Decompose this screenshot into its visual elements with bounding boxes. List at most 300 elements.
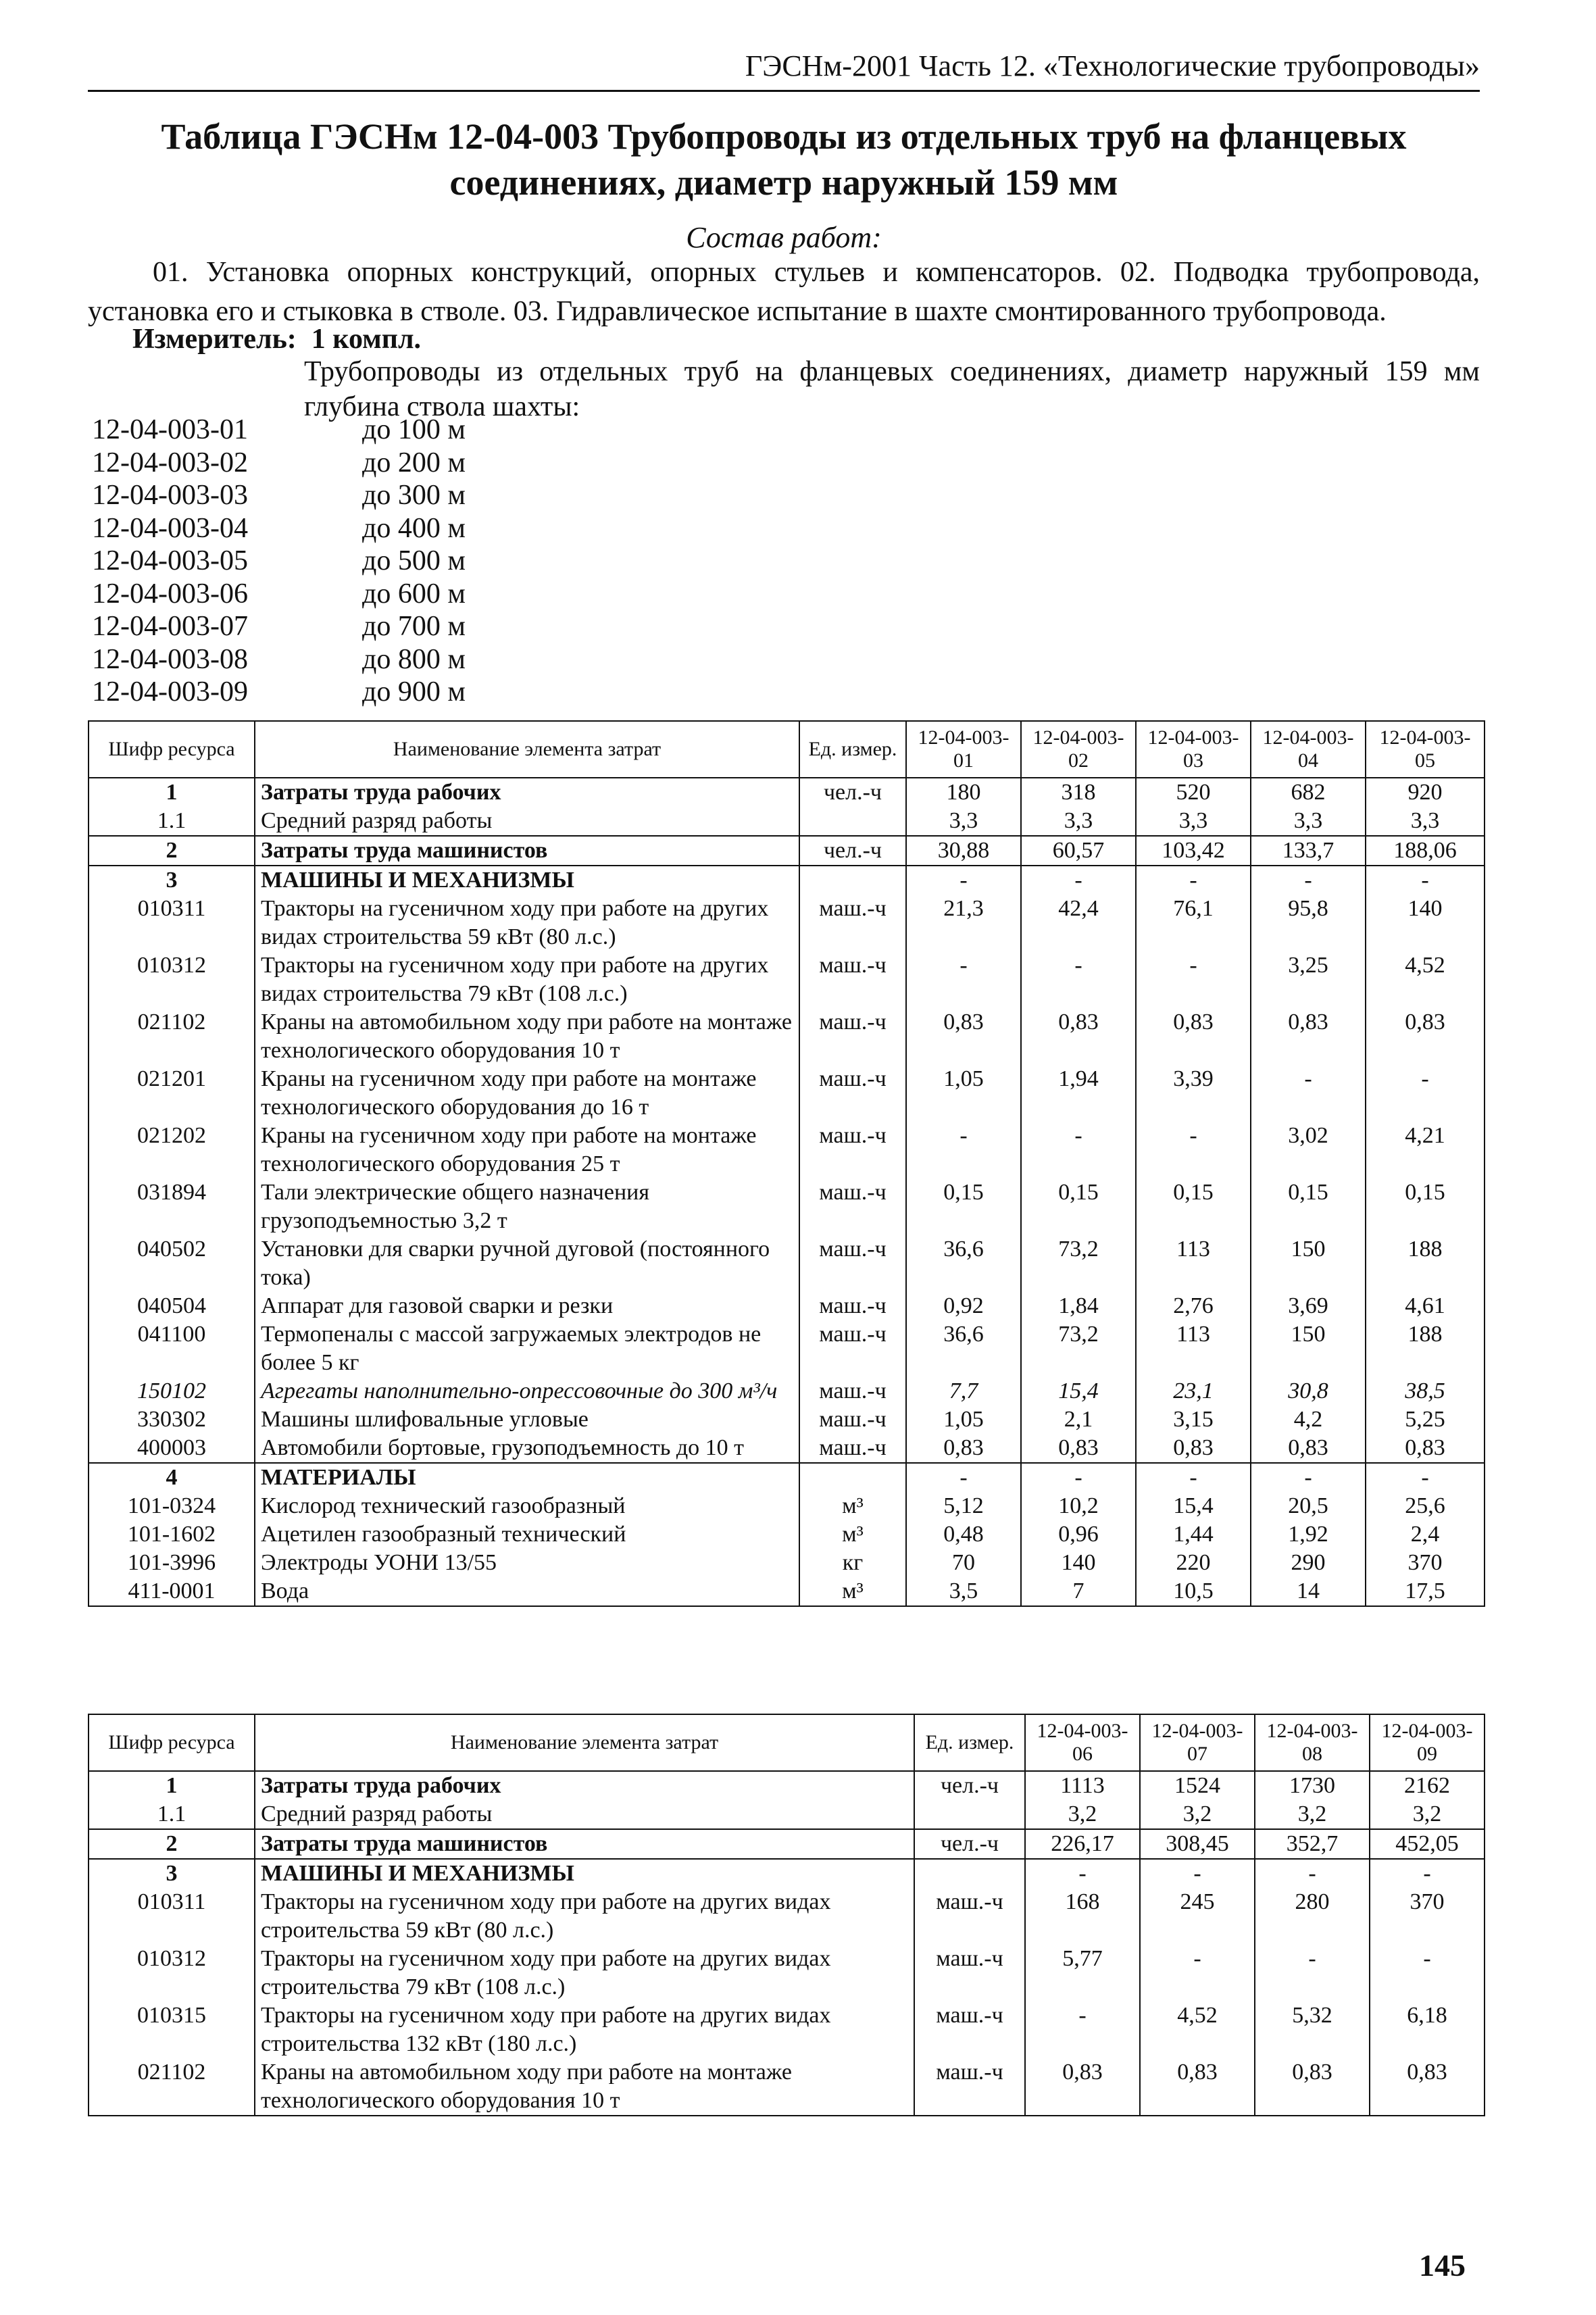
resource-value: 2,1 bbox=[1021, 1405, 1136, 1434]
resource-value: 0,15 bbox=[1251, 1178, 1366, 1235]
composition-label: Состав работ: bbox=[686, 221, 882, 254]
resource-value: - bbox=[906, 951, 1021, 1008]
resource-value: 5,32 bbox=[1255, 2001, 1370, 2058]
norm-code: 12-04-003-03 bbox=[92, 480, 248, 511]
resource-name: Ацетилен газообразный технический bbox=[255, 1520, 799, 1549]
resource-code: 1.1 bbox=[89, 807, 255, 836]
resource-value: 0,83 bbox=[906, 1008, 1021, 1065]
table-row bbox=[89, 2001, 1485, 2058]
resource-value: 20,5 bbox=[1251, 1492, 1366, 1520]
shaft-depth: до 400 м bbox=[362, 512, 466, 544]
resource-value: 1,94 bbox=[1021, 1065, 1136, 1122]
resource-value: 10,5 bbox=[1136, 1577, 1251, 1606]
resource-value: 0,83 bbox=[1255, 2058, 1370, 2116]
resource-code: 010315 bbox=[89, 2001, 255, 2058]
resource-value: 1524 bbox=[1140, 1771, 1255, 1800]
resource-code: 101-0324 bbox=[89, 1492, 255, 1520]
resource-code: 010311 bbox=[89, 895, 255, 951]
table-row bbox=[89, 1945, 1485, 2001]
table-row bbox=[89, 1577, 1485, 1606]
norm-code: 12-04-003-01 bbox=[92, 414, 248, 445]
resource-value: 3,3 bbox=[1366, 807, 1485, 836]
resource-unit: м³ bbox=[799, 1577, 906, 1606]
resource-unit: маш.-ч bbox=[799, 895, 906, 951]
norm-code-row bbox=[92, 643, 565, 676]
resource-value: - bbox=[1140, 1945, 1255, 2001]
resource-value: 370 bbox=[1366, 1549, 1485, 1577]
resource-unit: маш.-ч bbox=[799, 1122, 906, 1178]
resource-code: 101-3996 bbox=[89, 1549, 255, 1577]
resource-unit: маш.-ч bbox=[799, 1178, 906, 1235]
resource-value: 180 bbox=[906, 778, 1021, 807]
table-row bbox=[89, 1800, 1485, 1829]
resource-code: 021102 bbox=[89, 1008, 255, 1065]
resource-value: 0,83 bbox=[1140, 2058, 1255, 2116]
resource-value: 0,83 bbox=[1366, 1434, 1485, 1463]
resource-name: Затраты труда машинистов bbox=[255, 836, 799, 866]
resource-value: 7,7 bbox=[906, 1377, 1021, 1405]
resource-code: 021102 bbox=[89, 2058, 255, 2116]
resource-value: 290 bbox=[1251, 1549, 1366, 1577]
resource-unit bbox=[799, 866, 906, 895]
resource-table-1 bbox=[88, 720, 1485, 1607]
resource-value: - bbox=[1255, 1945, 1370, 2001]
norm-code-row bbox=[92, 610, 565, 643]
resource-unit: м³ bbox=[799, 1520, 906, 1549]
resource-unit: маш.-ч bbox=[799, 1065, 906, 1122]
table-row bbox=[89, 1377, 1485, 1405]
resource-value: 0,83 bbox=[1136, 1434, 1251, 1463]
resource-unit: кг bbox=[799, 1549, 906, 1577]
resource-value: 0,83 bbox=[1370, 2058, 1485, 2116]
resource-value: 60,57 bbox=[1021, 836, 1136, 866]
table-row bbox=[89, 895, 1485, 951]
table-row bbox=[89, 807, 1485, 836]
resource-value: 0,96 bbox=[1021, 1520, 1136, 1549]
norm-code-row bbox=[92, 447, 565, 480]
resource-code: 021202 bbox=[89, 1122, 255, 1178]
column-header: Наименование элемента затрат bbox=[255, 721, 799, 778]
resource-value: 2,76 bbox=[1136, 1292, 1251, 1320]
table-row bbox=[89, 866, 1485, 895]
resource-value: - bbox=[1251, 1463, 1366, 1492]
table-row bbox=[89, 1434, 1485, 1463]
column-header: 12-04-003-03 bbox=[1136, 721, 1251, 778]
table-row bbox=[89, 1771, 1485, 1800]
resource-name: Автомобили бортовые, грузоподъемность до 10 т bbox=[255, 1434, 799, 1463]
resource-value: 318 bbox=[1021, 778, 1136, 807]
resource-code: 1.1 bbox=[89, 1800, 255, 1829]
shaft-depth: до 300 м bbox=[362, 480, 466, 511]
resource-value: 73,2 bbox=[1021, 1235, 1136, 1292]
resource-value: 70 bbox=[906, 1549, 1021, 1577]
resource-name: Средний разряд работы bbox=[255, 1800, 914, 1829]
resource-code: 101-1602 bbox=[89, 1520, 255, 1549]
resource-value: 0,15 bbox=[906, 1178, 1021, 1235]
resource-value: - bbox=[1370, 1859, 1485, 1888]
resource-value: 3,69 bbox=[1251, 1292, 1366, 1320]
resource-code: 010312 bbox=[89, 951, 255, 1008]
resource-value: - bbox=[1366, 866, 1485, 895]
resource-value: 352,7 bbox=[1255, 1829, 1370, 1859]
resource-name: Средний разряд работы bbox=[255, 807, 799, 836]
resource-value: 36,6 bbox=[906, 1320, 1021, 1377]
resource-name: Тракторы на гусеничном ходу при работе на других видах строительства 59 кВт (80 л.с.) bbox=[255, 1888, 914, 1945]
norm-code: 12-04-003-05 bbox=[92, 545, 248, 576]
resource-value: - bbox=[1021, 951, 1136, 1008]
resource-value: 140 bbox=[1021, 1549, 1136, 1577]
resource-name: Аппарат для газовой сварки и резки bbox=[255, 1292, 799, 1320]
shaft-depth: до 700 м bbox=[362, 611, 466, 642]
resource-value: 520 bbox=[1136, 778, 1251, 807]
resource-value: 38,5 bbox=[1366, 1377, 1485, 1405]
resource-value: 30,8 bbox=[1251, 1377, 1366, 1405]
table-row bbox=[89, 1292, 1485, 1320]
shaft-depth: до 500 м bbox=[362, 545, 466, 576]
resource-value: 245 bbox=[1140, 1888, 1255, 1945]
resource-value: 73,2 bbox=[1021, 1320, 1136, 1377]
resource-value: 682 bbox=[1251, 778, 1366, 807]
resource-code: 010311 bbox=[89, 1888, 255, 1945]
resource-value: 920 bbox=[1366, 778, 1485, 807]
resource-unit: маш.-ч bbox=[799, 951, 906, 1008]
resource-value: 452,05 bbox=[1370, 1829, 1485, 1859]
resource-value: 4,61 bbox=[1366, 1292, 1485, 1320]
resource-value: - bbox=[1136, 866, 1251, 895]
resource-name: Электроды УОНИ 13/55 bbox=[255, 1549, 799, 1577]
resource-value: 0,83 bbox=[1025, 2058, 1140, 2116]
resource-value: 76,1 bbox=[1136, 895, 1251, 951]
resource-unit bbox=[914, 1859, 1025, 1888]
resource-name: Краны на автомобильном ходу при работе на монтаже технологического оборудования 10 т bbox=[255, 1008, 799, 1065]
resource-value: 150 bbox=[1251, 1235, 1366, 1292]
norm-code-row bbox=[92, 545, 565, 578]
resource-name: Термопеналы с массой загружаемых электродов не более 5 кг bbox=[255, 1320, 799, 1377]
resource-value: 15,4 bbox=[1136, 1492, 1251, 1520]
resource-value: 2162 bbox=[1370, 1771, 1485, 1800]
resource-value: 1730 bbox=[1255, 1771, 1370, 1800]
resource-value: - bbox=[1366, 1463, 1485, 1492]
resource-value: - bbox=[906, 1463, 1021, 1492]
resource-value: 0,15 bbox=[1136, 1178, 1251, 1235]
resource-value: 188 bbox=[1366, 1235, 1485, 1292]
resource-value: - bbox=[1021, 1122, 1136, 1178]
resource-value: 370 bbox=[1370, 1888, 1485, 1945]
meter-line bbox=[132, 323, 421, 355]
resource-value: 3,02 bbox=[1251, 1122, 1366, 1178]
table-row bbox=[89, 1320, 1485, 1377]
resource-value: 133,7 bbox=[1251, 836, 1366, 866]
resource-value: 188,06 bbox=[1366, 836, 1485, 866]
resource-code: 041100 bbox=[89, 1320, 255, 1377]
norm-code-row bbox=[92, 578, 565, 611]
resource-name: Машины шлифовальные угловые bbox=[255, 1405, 799, 1434]
resource-value: - bbox=[1251, 1065, 1366, 1122]
column-header: 12-04-003-02 bbox=[1021, 721, 1136, 778]
resource-name: МАШИНЫ И МЕХАНИЗМЫ bbox=[255, 1859, 914, 1888]
column-header: Наименование элемента затрат bbox=[255, 1714, 914, 1771]
column-header: 12-04-003-06 bbox=[1025, 1714, 1140, 1771]
table-row bbox=[89, 1492, 1485, 1520]
resource-name: Затраты труда рабочих bbox=[255, 778, 799, 807]
resource-value: 3,39 bbox=[1136, 1065, 1251, 1122]
resource-unit: маш.-ч bbox=[914, 2001, 1025, 2058]
column-header: 12-04-003-04 bbox=[1251, 721, 1366, 778]
meter-value: 1 компл. bbox=[311, 324, 422, 355]
norm-code: 12-04-003-04 bbox=[92, 512, 248, 544]
column-header: 12-04-003-09 bbox=[1370, 1714, 1485, 1771]
table-row bbox=[89, 1178, 1485, 1235]
resource-table-2 bbox=[88, 1714, 1485, 2116]
column-header: 12-04-003-05 bbox=[1366, 721, 1485, 778]
resource-name: Краны на гусеничном ходу при работе на монтаже технологического оборудования 25 т bbox=[255, 1122, 799, 1178]
table-row bbox=[89, 1829, 1485, 1859]
resource-value: 42,4 bbox=[1021, 895, 1136, 951]
resource-code: 1 bbox=[89, 778, 255, 807]
resource-name: Затраты труда машинистов bbox=[255, 1829, 914, 1859]
resource-value: 1,05 bbox=[906, 1405, 1021, 1434]
resource-value: 113 bbox=[1136, 1235, 1251, 1292]
norm-code: 12-04-003-08 bbox=[92, 643, 248, 675]
resource-value: 3,3 bbox=[1021, 807, 1136, 836]
column-header: Ед. измер. bbox=[914, 1714, 1025, 1771]
resource-value: 0,48 bbox=[906, 1520, 1021, 1549]
resource-unit: маш.-ч bbox=[799, 1434, 906, 1463]
resource-unit: маш.-ч bbox=[914, 1888, 1025, 1945]
composition-text: 01. Установка опорных конструкций, опорных стульев и компенсаторов. 02. Подводка трубопровода, установка его и стыковка в стволе. 03. Гидравлическое испытание в шахте смонтированного трубопровода. bbox=[88, 257, 1480, 327]
resource-value: - bbox=[1021, 866, 1136, 895]
resource-unit: маш.-ч bbox=[799, 1377, 906, 1405]
resource-value: 0,15 bbox=[1366, 1178, 1485, 1235]
resource-value: 280 bbox=[1255, 1888, 1370, 1945]
table-row bbox=[89, 778, 1485, 807]
resource-value: 5,25 bbox=[1366, 1405, 1485, 1434]
resource-value: - bbox=[1136, 951, 1251, 1008]
resource-code: 2 bbox=[89, 836, 255, 866]
resource-name: Агрегаты наполнительно-опрессовочные до 300 м³/ч bbox=[255, 1377, 799, 1405]
resource-code: 1 bbox=[89, 1771, 255, 1800]
resource-value: 2,4 bbox=[1366, 1520, 1485, 1549]
resource-value: 3,15 bbox=[1136, 1405, 1251, 1434]
column-header: Шифр ресурса bbox=[89, 721, 255, 778]
resource-code: 411-0001 bbox=[89, 1577, 255, 1606]
shaft-depth: до 800 м bbox=[362, 643, 466, 675]
resource-name: Вода bbox=[255, 1577, 799, 1606]
resource-code: 040502 bbox=[89, 1235, 255, 1292]
resource-name: Установки для сварки ручной дуговой (постоянного тока) bbox=[255, 1235, 799, 1292]
shaft-depth: до 900 м bbox=[362, 676, 466, 707]
resource-name: МАТЕРИАЛЫ bbox=[255, 1463, 799, 1492]
table-row bbox=[89, 2058, 1485, 2116]
resource-unit: маш.-ч bbox=[914, 2058, 1025, 2116]
column-header: Шифр ресурса bbox=[89, 1714, 255, 1771]
table-row bbox=[89, 1888, 1485, 1945]
resource-value: 1,05 bbox=[906, 1065, 1021, 1122]
resource-unit bbox=[914, 1800, 1025, 1829]
resource-value: 6,18 bbox=[1370, 2001, 1485, 2058]
table-row bbox=[89, 1859, 1485, 1888]
resource-code: 400003 bbox=[89, 1434, 255, 1463]
resource-value: - bbox=[1366, 1065, 1485, 1122]
resource-value: 226,17 bbox=[1025, 1829, 1140, 1859]
resource-unit: маш.-ч bbox=[799, 1235, 906, 1292]
resource-name: Затраты труда рабочих bbox=[255, 1771, 914, 1800]
resource-value: 0,83 bbox=[906, 1434, 1021, 1463]
resource-name: Тали электрические общего назначения грузоподъемностью 3,2 т bbox=[255, 1178, 799, 1235]
table-row bbox=[89, 1405, 1485, 1434]
resource-value: 1,44 bbox=[1136, 1520, 1251, 1549]
resource-unit: чел.-ч bbox=[799, 778, 906, 807]
resource-value: - bbox=[1136, 1463, 1251, 1492]
norm-code-list bbox=[92, 414, 565, 709]
resource-unit: м³ bbox=[799, 1492, 906, 1520]
column-header: 12-04-003-01 bbox=[906, 721, 1021, 778]
resource-unit: маш.-ч bbox=[799, 1008, 906, 1065]
resource-value: 308,45 bbox=[1140, 1829, 1255, 1859]
resource-value: 3,3 bbox=[1136, 807, 1251, 836]
resource-value: 4,52 bbox=[1366, 951, 1485, 1008]
resource-value: 140 bbox=[1366, 895, 1485, 951]
resource-value: 3,3 bbox=[1251, 807, 1366, 836]
resource-name: Краны на автомобильном ходу при работе на монтаже технологического оборудования 10 т bbox=[255, 2058, 914, 2116]
resource-value: - bbox=[1370, 1945, 1485, 2001]
resource-value: 0,83 bbox=[1251, 1434, 1366, 1463]
resource-code: 2 bbox=[89, 1829, 255, 1859]
resource-unit bbox=[799, 1463, 906, 1492]
resource-value: 103,42 bbox=[1136, 836, 1251, 866]
resource-value: 0,83 bbox=[1366, 1008, 1485, 1065]
resource-value: 17,5 bbox=[1366, 1577, 1485, 1606]
resource-value: 4,21 bbox=[1366, 1122, 1485, 1178]
meter-label: Измеритель: bbox=[132, 324, 297, 355]
resource-value: - bbox=[1251, 866, 1366, 895]
resource-value: 36,6 bbox=[906, 1235, 1021, 1292]
resource-name: Тракторы на гусеничном ходу при работе на других видах строительства 132 кВт (180 л.с.) bbox=[255, 2001, 914, 2058]
resource-code: 330302 bbox=[89, 1405, 255, 1434]
norm-code: 12-04-003-09 bbox=[92, 676, 248, 707]
resource-value: - bbox=[1025, 2001, 1140, 2058]
norm-code-row bbox=[92, 479, 565, 512]
resource-value: 3,2 bbox=[1255, 1800, 1370, 1829]
column-header: Ед. измер. bbox=[799, 721, 906, 778]
resource-value: 5,77 bbox=[1025, 1945, 1140, 2001]
resource-name: Тракторы на гусеничном ходу при работе на других видах строительства 79 кВт (108 л.с.) bbox=[255, 1945, 914, 2001]
resource-unit: чел.-ч bbox=[914, 1771, 1025, 1800]
resource-code: 031894 bbox=[89, 1178, 255, 1235]
table-row bbox=[89, 1463, 1485, 1492]
resource-code: 3 bbox=[89, 866, 255, 895]
resource-code: 040504 bbox=[89, 1292, 255, 1320]
resource-name: Краны на гусеничном ходу при работе на монтаже технологического оборудования до 16 т bbox=[255, 1065, 799, 1122]
resource-value: 5,12 bbox=[906, 1492, 1021, 1520]
shaft-depth: до 100 м bbox=[362, 414, 466, 445]
table-row bbox=[89, 951, 1485, 1008]
resource-value: 0,83 bbox=[1251, 1008, 1366, 1065]
resource-value: 0,83 bbox=[1021, 1434, 1136, 1463]
norm-code: 12-04-003-02 bbox=[92, 447, 248, 478]
resource-unit: чел.-ч bbox=[914, 1829, 1025, 1859]
resource-value: 1113 bbox=[1025, 1771, 1140, 1800]
page-number: 145 bbox=[1419, 2248, 1466, 2283]
resource-value: 3,5 bbox=[906, 1577, 1021, 1606]
resource-value: - bbox=[1021, 1463, 1136, 1492]
table-title: Таблица ГЭСНм 12-04-003 Трубопроводы из отдельных труб на фланцевых соединениях, диаметр наружный 159 мм bbox=[161, 116, 1407, 203]
resource-value: 220 bbox=[1136, 1549, 1251, 1577]
running-header: ГЭСНм-2001 Часть 12. «Технологические трубопроводы» bbox=[88, 49, 1480, 92]
norm-code-row bbox=[92, 676, 565, 709]
table-row bbox=[89, 1235, 1485, 1292]
resource-value: 4,2 bbox=[1251, 1405, 1366, 1434]
resource-unit: маш.-ч bbox=[799, 1320, 906, 1377]
resource-value: 1,84 bbox=[1021, 1292, 1136, 1320]
table-row bbox=[89, 1122, 1485, 1178]
resource-value: 188 bbox=[1366, 1320, 1485, 1377]
resource-unit bbox=[799, 807, 906, 836]
resource-code: 4 bbox=[89, 1463, 255, 1492]
table-row bbox=[89, 1065, 1485, 1122]
resource-value: 10,2 bbox=[1021, 1492, 1136, 1520]
resource-value: 7 bbox=[1021, 1577, 1136, 1606]
table-header-row bbox=[89, 721, 1485, 778]
resource-value: 23,1 bbox=[1136, 1377, 1251, 1405]
resource-value: 3,3 bbox=[906, 807, 1021, 836]
resource-value: 0,83 bbox=[1021, 1008, 1136, 1065]
resource-unit: маш.-ч bbox=[914, 1945, 1025, 2001]
resource-value: - bbox=[1140, 1859, 1255, 1888]
table-header-row bbox=[89, 1714, 1485, 1771]
resource-value: 15,4 bbox=[1021, 1377, 1136, 1405]
resource-value: 168 bbox=[1025, 1888, 1140, 1945]
resource-value: 30,88 bbox=[906, 836, 1021, 866]
table-row bbox=[89, 1520, 1485, 1549]
resource-name: Тракторы на гусеничном ходу при работе на других видах строительства 79 кВт (108 л.с.) bbox=[255, 951, 799, 1008]
resource-value: - bbox=[1255, 1859, 1370, 1888]
table-row bbox=[89, 1008, 1485, 1065]
shaft-depth: до 600 м bbox=[362, 578, 466, 609]
column-header: 12-04-003-07 bbox=[1140, 1714, 1255, 1771]
resource-code: 010312 bbox=[89, 1945, 255, 2001]
resource-value: 14 bbox=[1251, 1577, 1366, 1606]
resource-value: 3,2 bbox=[1370, 1800, 1485, 1829]
resource-value: 3,2 bbox=[1140, 1800, 1255, 1829]
resource-name: Кислород технический газообразный bbox=[255, 1492, 799, 1520]
resource-code: 3 bbox=[89, 1859, 255, 1888]
resource-name: МАШИНЫ И МЕХАНИЗМЫ bbox=[255, 866, 799, 895]
resource-value: 3,25 bbox=[1251, 951, 1366, 1008]
resource-value: - bbox=[1136, 1122, 1251, 1178]
shaft-depth: до 200 м bbox=[362, 447, 466, 478]
norm-code: 12-04-003-07 bbox=[92, 611, 248, 642]
norm-code-row bbox=[92, 512, 565, 545]
resource-value: - bbox=[1025, 1859, 1140, 1888]
resource-unit: маш.-ч bbox=[799, 1405, 906, 1434]
scope-text: Трубопроводы из отдельных труб на фланцевых соединениях, диаметр наружный 159 мм глубина ствола шахты: bbox=[304, 356, 1480, 422]
resource-value: 0,92 bbox=[906, 1292, 1021, 1320]
table-row bbox=[89, 836, 1485, 866]
resource-value: 1,92 bbox=[1251, 1520, 1366, 1549]
resource-value: 95,8 bbox=[1251, 895, 1366, 951]
resource-unit: маш.-ч bbox=[799, 1292, 906, 1320]
resource-value: 150 bbox=[1251, 1320, 1366, 1377]
table-row bbox=[89, 1549, 1485, 1577]
resource-value: 3,2 bbox=[1025, 1800, 1140, 1829]
column-header: 12-04-003-08 bbox=[1255, 1714, 1370, 1771]
resource-value: 0,83 bbox=[1136, 1008, 1251, 1065]
resource-unit: чел.-ч bbox=[799, 836, 906, 866]
resource-value: 0,15 bbox=[1021, 1178, 1136, 1235]
resource-code: 150102 bbox=[89, 1377, 255, 1405]
norm-code: 12-04-003-06 bbox=[92, 578, 248, 609]
